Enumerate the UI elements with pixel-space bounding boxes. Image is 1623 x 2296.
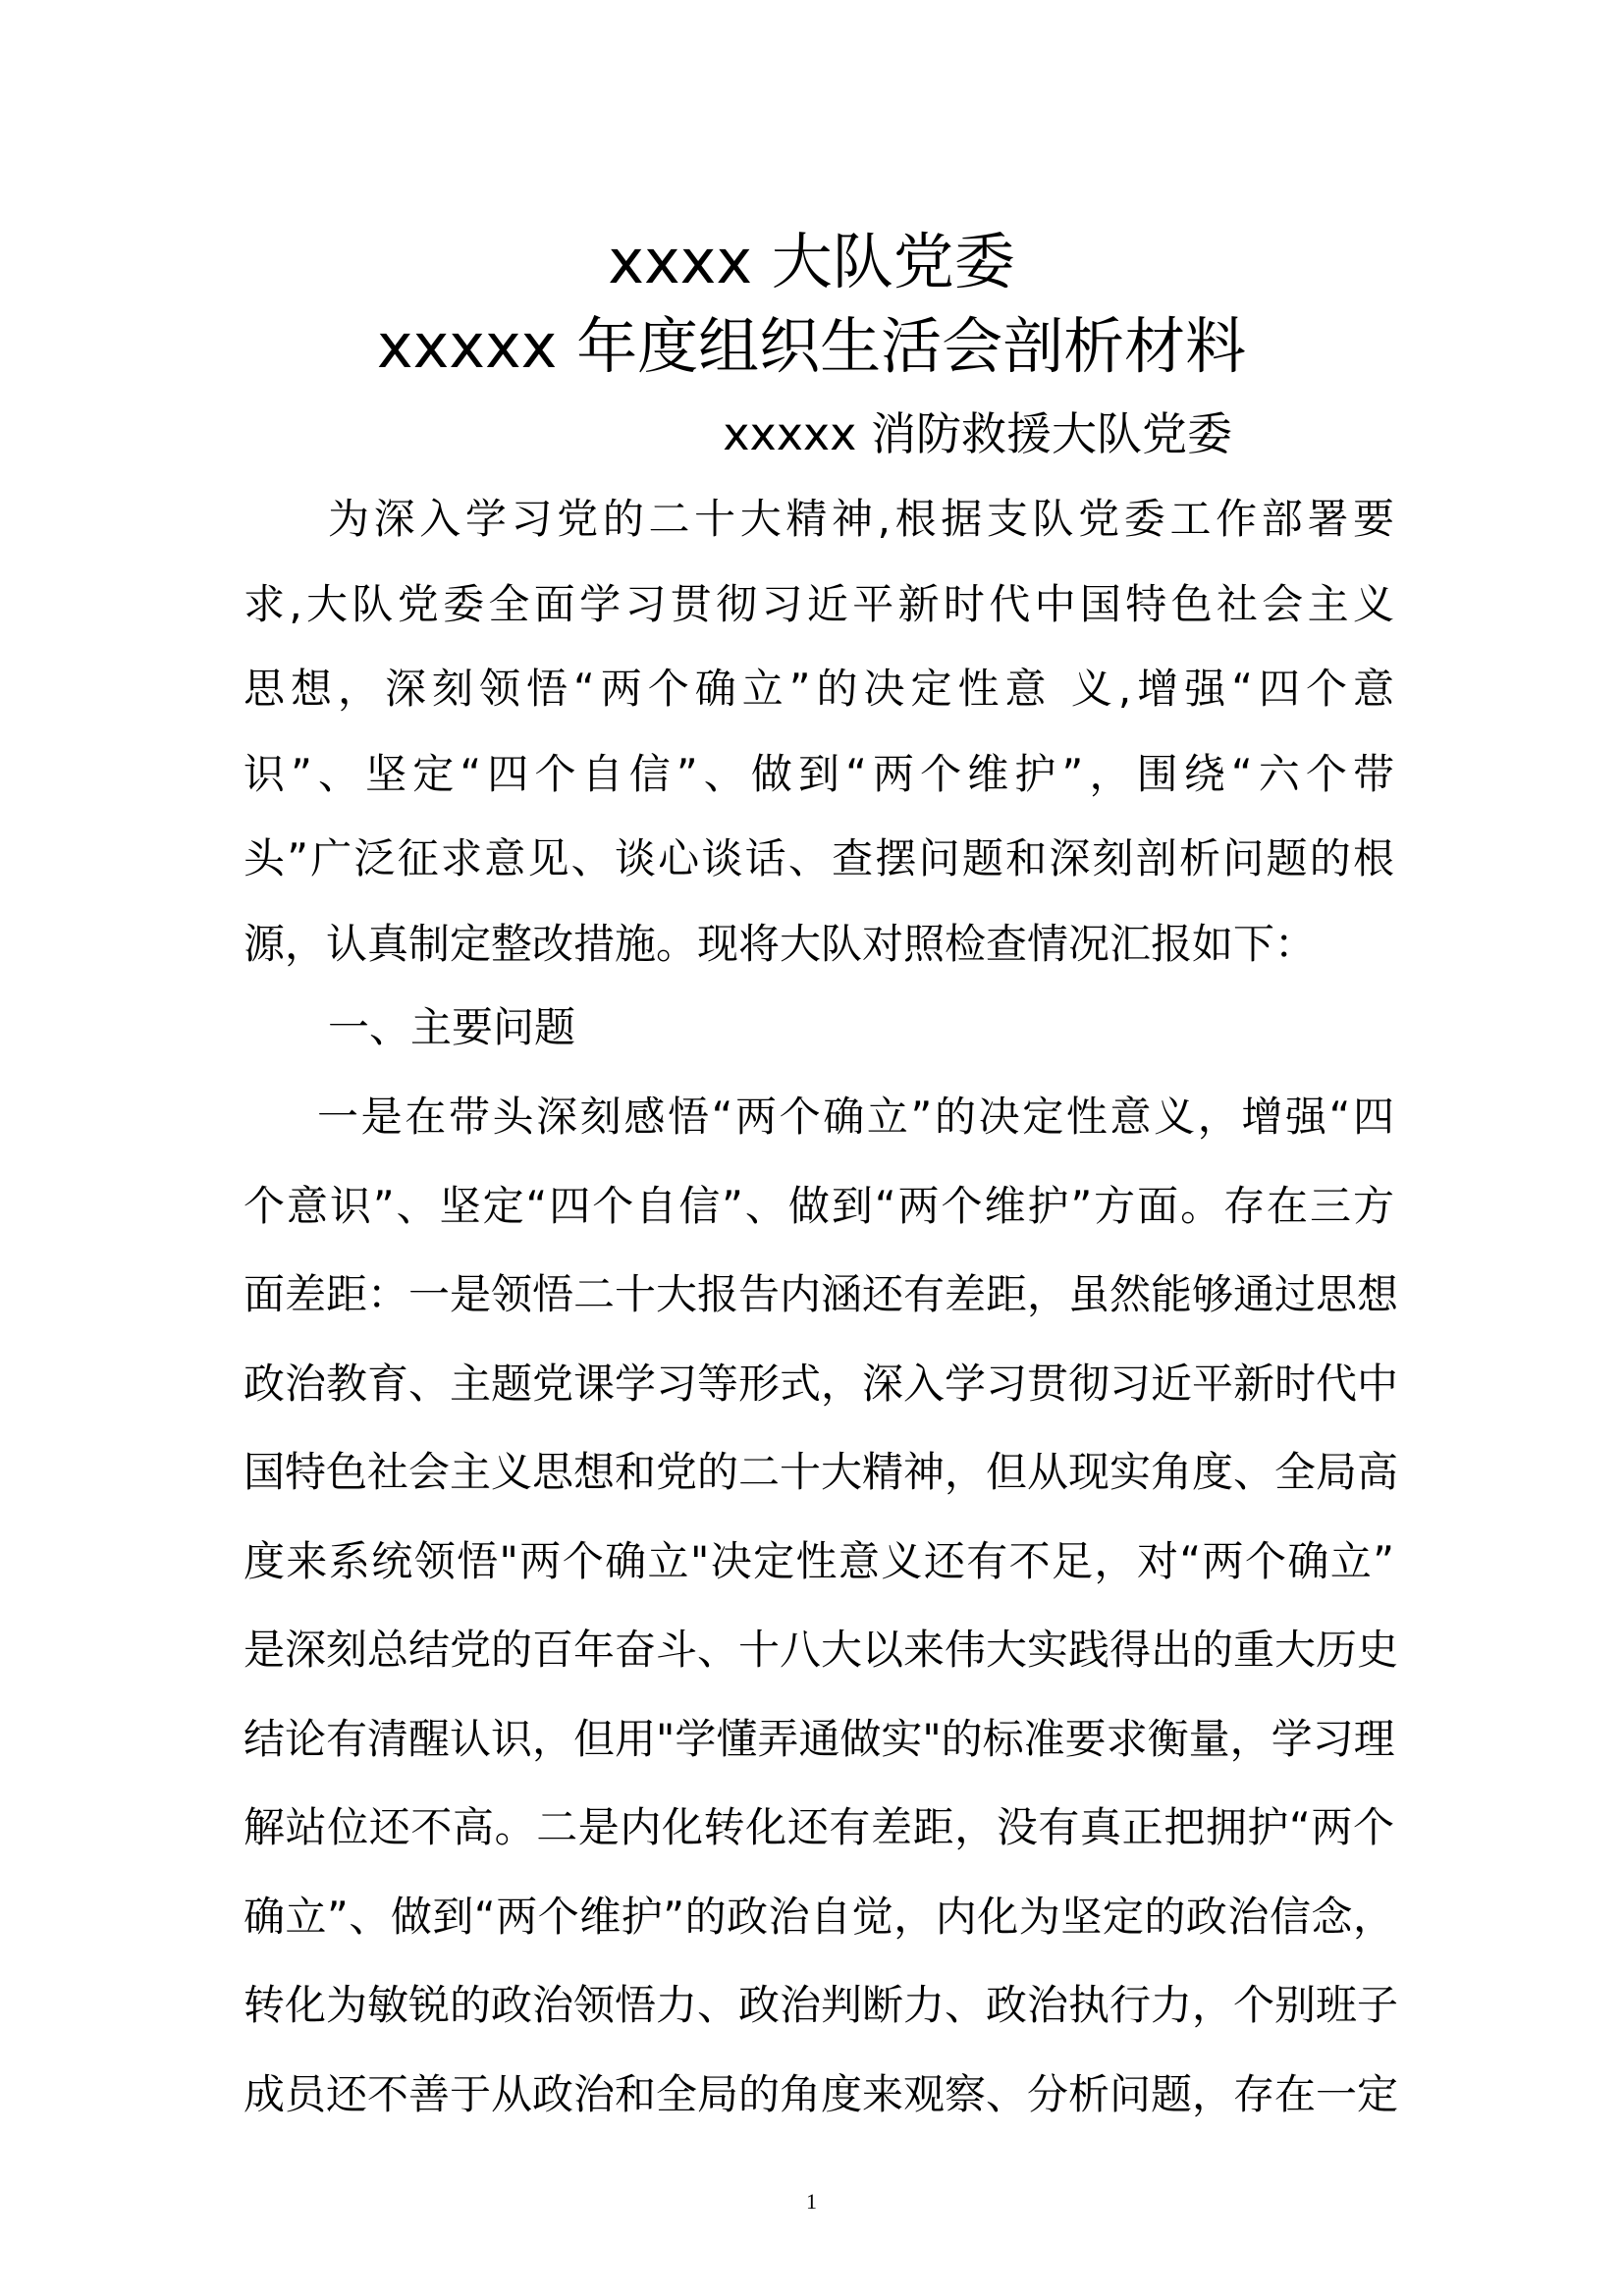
text-line: 思想，深刻领悟“两个确立”的决定性意 义,增强“四个意 [243, 665, 1394, 713]
text-line: 解站位还不高。二是内化转化还有差距，没有真正把拥护“两个 [243, 1803, 1394, 1851]
text-line: 政治教育、主题党课学习等形式，深入学习贯彻习近平新时代中 [243, 1359, 1399, 1408]
page-number: 1 [806, 2189, 817, 2214]
text-line: 源，认真制定整改措施。现将大队对照检查情况汇报如下： [243, 919, 1317, 968]
text-line: 头”广泛征求意见、谈心谈话、查摆问题和深刻剖析问题的根 [243, 834, 1394, 882]
text-line: 国特色社会主义思想和党的二十大精神，但从现实角度、全局高 [243, 1448, 1399, 1496]
text-line: 结论有清醒认识，但用"学懂弄通做实"的标准要求衡量，学习理 [243, 1714, 1395, 1763]
text-line: 面差距：一是领悟二十大报告内涵还有差距，虽然能够通过思想 [243, 1270, 1399, 1318]
document-author: xxxxx 消防救援大队党委 [723, 407, 1232, 460]
text-line: 成员还不善于从政治和全局的角度来观察、分析问题，存在一定 [243, 2069, 1399, 2118]
text-line: 为深入学习党的二十大精神,根据支队党委工作部署要 [328, 495, 1394, 543]
text-line: 是深刻总结党的百年奋斗、十八大以来伟大实践得出的重大历史 [243, 1626, 1399, 1674]
text-line: 求,大队党委全面学习贯彻习近平新时代中国特色社会主义 [243, 579, 1394, 628]
text-line: 个意识”、坚定“四个自信”、做到“两个维护”方面。存在三方 [243, 1181, 1394, 1230]
document-title-line-1: xxxx 大队党委 [608, 226, 1015, 297]
text-line: 转化为敏锐的政治领悟力、政治判断力、政治执行力，个别班子 [243, 1981, 1399, 2029]
text-line: 确立”、做到“两个维护”的政治自觉，内化为坚定的政治信念， [243, 1892, 1394, 1941]
document-title-line-2: xxxxx 年度组织生活会剖析材料 [376, 310, 1247, 382]
text-line: 度来系统领悟"两个确立"决定性意义还有不足，对“两个确立” [243, 1536, 1394, 1585]
text-line: 识”、坚定“四个自信”、做到“两个维护”，围绕“六个带 [243, 749, 1394, 798]
section-heading: 一、主要问题 [328, 1003, 576, 1051]
text-line: 一是在带头深刻感悟“两个确立”的决定性意义，增强“四 [317, 1093, 1394, 1141]
